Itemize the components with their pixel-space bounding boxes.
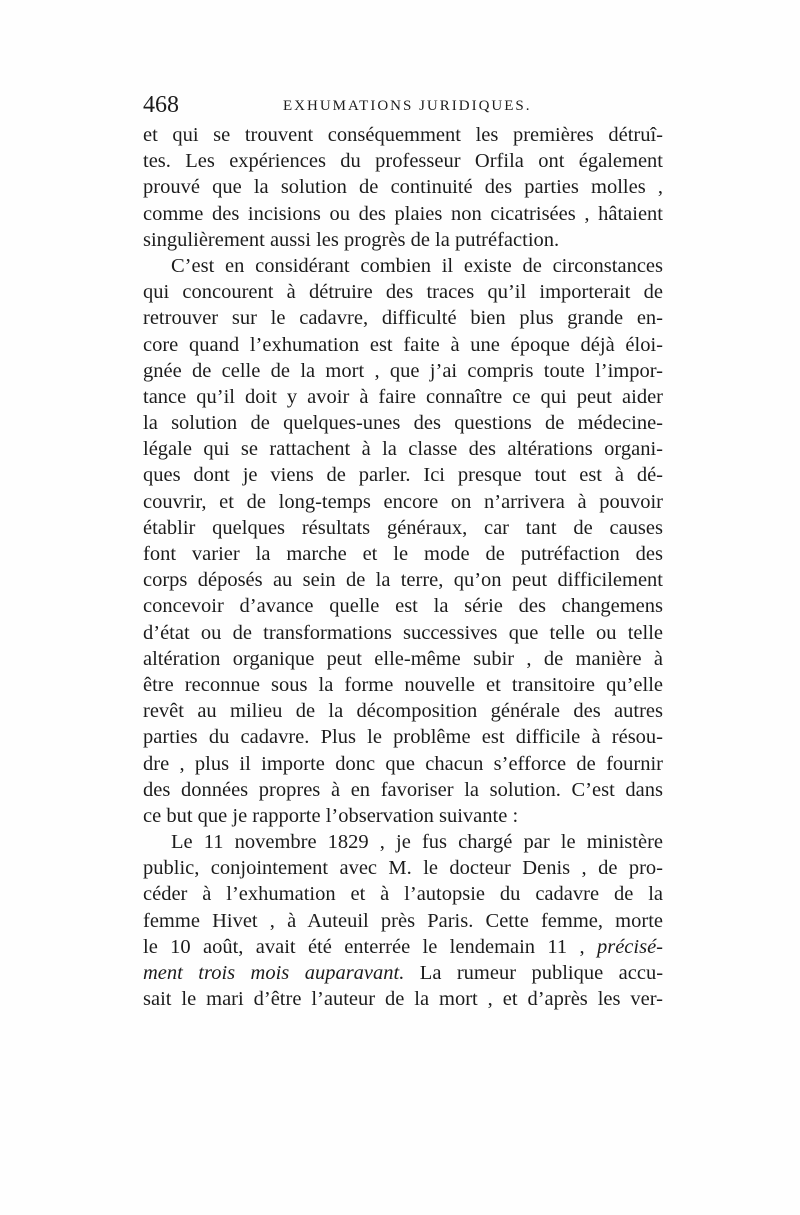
text-line: être reconnue sous la forme nouvelle et transitoire qu’elle bbox=[143, 673, 663, 696]
text-line: couvrir, et de long-temps encore on n’arrivera à pouvoir bbox=[143, 490, 663, 513]
running-head bbox=[143, 92, 663, 120]
line-segment: La rumeur publique accu- bbox=[419, 962, 664, 984]
text-line: qui concourent à détruire des traces qu’il importerait de bbox=[143, 281, 663, 304]
text-line: font varier la marche et le mode de putréfaction des bbox=[143, 543, 663, 565]
text-line: altération organique peut elle-même subir , de manière à bbox=[143, 647, 663, 670]
text-line: corps déposés au sein de la terre, qu’on peut difficilement bbox=[143, 569, 663, 592]
text-line: tance qu’il doit y avoir à faire connaître ce qui peut aider bbox=[143, 385, 663, 408]
text-line bbox=[143, 934, 663, 960]
text-line: concevoir d’avance quelle est la série des changemens bbox=[143, 595, 663, 618]
text-line: Le 11 novembre 1829 , je fus chargé par le ministère bbox=[171, 831, 663, 854]
text-line: revêt au milieu de la décomposition générale des autres bbox=[143, 700, 663, 723]
text-line: retrouver sur le cadavre, difficulté bien plus grande en- bbox=[143, 307, 663, 330]
text-line: ques dont je viens de parler. Ici presque tout est à dé- bbox=[143, 464, 663, 487]
text-line: public, conjointement avec M. le docteur Denis , de pro- bbox=[143, 857, 663, 880]
text-line: tes. Les expériences du professeur Orfila ont également bbox=[143, 150, 663, 173]
italic-segment: ment trois mois auparavant. bbox=[143, 962, 405, 984]
text-line: établir quelques résultats généraux, car tant de causes bbox=[143, 516, 663, 539]
running-title: EXHUMATIONS JURIDIQUES. bbox=[283, 98, 532, 114]
text-line: comme des incisions ou des plaies non cicatrisées , hâtaient bbox=[143, 202, 663, 225]
text-line: ce but que je rapporte l’observation suivante : bbox=[143, 804, 519, 827]
body-text bbox=[143, 122, 663, 1012]
text-line: dre , plus il importe donc que chacun s’efforce de fournir bbox=[143, 752, 663, 775]
text-line: d’état ou de transformations successives que telle ou telle bbox=[143, 621, 663, 644]
text-line: femme Hivet , à Auteuil près Paris. Cette femme, morte bbox=[143, 909, 663, 932]
text-line: la solution de quelques-unes des questions de médecine- bbox=[143, 412, 663, 435]
text-line bbox=[143, 960, 663, 986]
page-number: 468 bbox=[143, 92, 179, 118]
text-line: des données propres à en favoriser la solution. C’est dans bbox=[143, 778, 663, 801]
text-line: prouvé que la solution de continuité des parties molles , bbox=[143, 176, 663, 199]
text-line: parties du cadavre. Plus le problême est difficile à résou- bbox=[143, 726, 663, 749]
text-line: et qui se trouvent conséquemment les premières détruî- bbox=[143, 124, 663, 146]
text-line: légale qui se rattachent à la classe des altérations organi- bbox=[143, 438, 663, 461]
line-segment: le 10 août, avait été enterrée le lendemain 11 , bbox=[143, 935, 585, 958]
text-line: singulièrement aussi les progrès de la putréfaction. bbox=[143, 228, 560, 251]
text-line: céder à l’exhumation et à l’autopsie du cadavre de la bbox=[143, 883, 663, 906]
text-line: gnée de celle de la mort , que j’ai compris toute l’impor- bbox=[143, 359, 663, 382]
text-line: sait le mari d’être l’auteur de la mort , et d’après les ver- bbox=[143, 988, 663, 1011]
text-line: C’est en considérant combien il existe de circonstances bbox=[171, 254, 663, 277]
italic-segment: précisé- bbox=[596, 935, 664, 958]
text-line: core quand l’exhumation est faite à une époque déjà éloi- bbox=[143, 333, 663, 356]
